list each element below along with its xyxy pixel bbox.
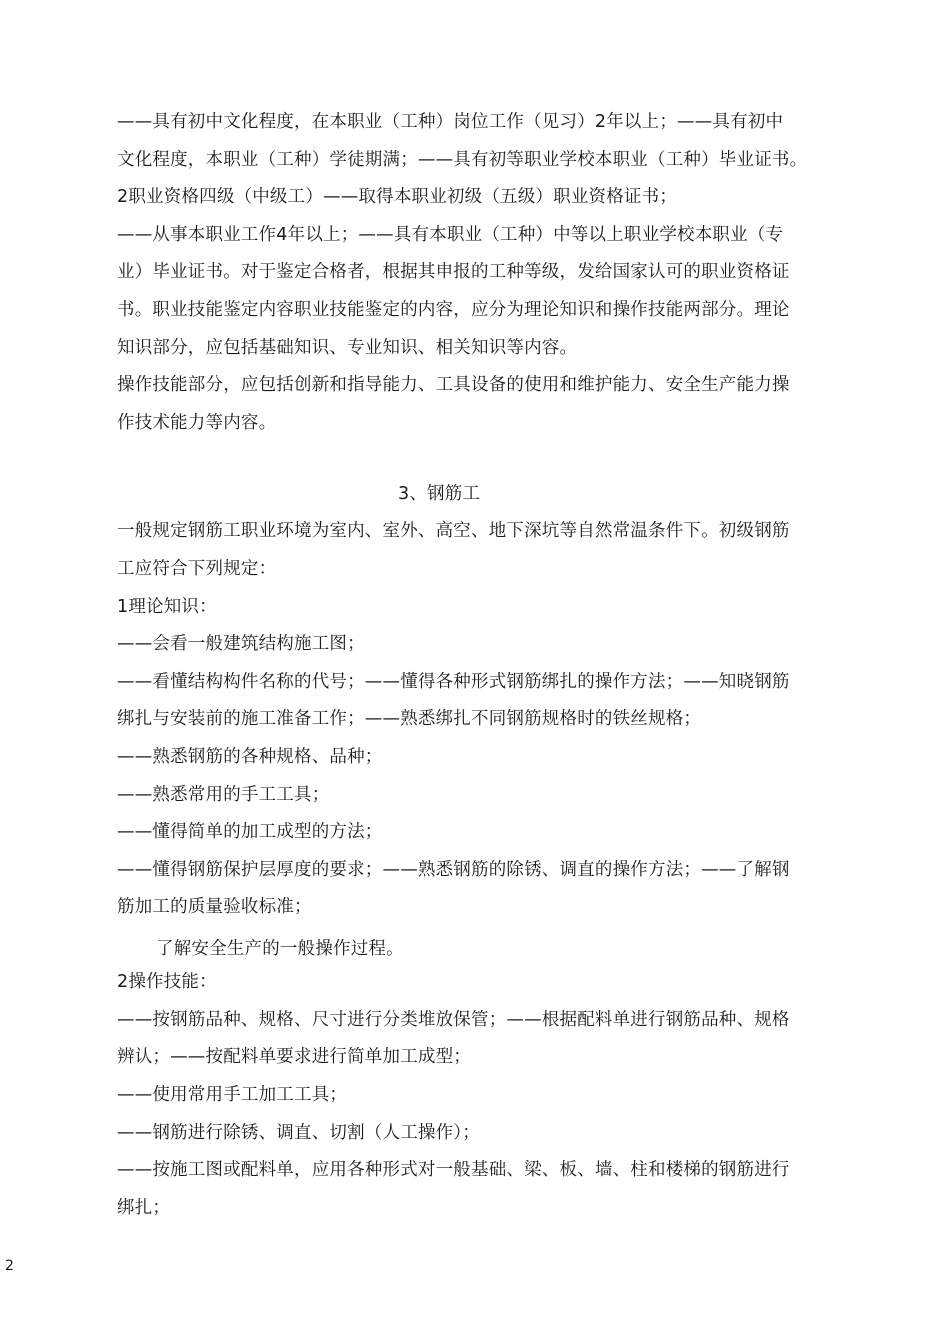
list-item: ——按施工图或配料单，应用各种形式对一般基础、梁、板、墙、柱和楼梯的钢筋进行 xyxy=(117,1160,790,1180)
list-item: 筋加工的质量验收标准； xyxy=(117,897,312,917)
text-line: 作技术能力等内容。 xyxy=(117,413,277,433)
text-line: 知识部分，应包括基础知识、专业知识、相关知识等内容。 xyxy=(117,338,578,358)
text-line: 工应符合下列规定： xyxy=(117,559,277,579)
text-line: 文化程度，本职业（工种）学徒期满；——具有初等职业学校本职业（工种）毕业证书。 xyxy=(117,150,808,170)
list-item: 辨认；——按配料单要求进行简单加工成型； xyxy=(117,1047,471,1067)
text-line: 2职业资格四级（中级工）——取得本职业初级（五级）职业资格证书； xyxy=(117,187,678,207)
text-line: 书。职业技能鉴定内容职业技能鉴定的内容，应分为理论知识和操作技能两部分。理论 xyxy=(117,300,790,320)
text-line: 一般规定钢筋工职业环境为室内、室外、高空、地下深坑等自然常温条件下。初级钢筋 xyxy=(117,521,790,541)
list-item: ——按钢筋品种、规格、尺寸进行分类堆放保管；——根据配料单进行钢筋品种、规格 xyxy=(117,1010,790,1030)
text-line: 操作技能部分，应包括创新和指导能力、工具设备的使用和维护能力、安全生产能力操 xyxy=(117,375,790,395)
subheading: 2操作技能： xyxy=(117,972,217,992)
text-line: 了解安全生产的一般操作过程。 xyxy=(156,939,404,959)
section-heading: 3、钢筋工 xyxy=(398,484,481,504)
list-item: ——懂得钢筋保护层厚度的要求；——熟悉钢筋的除锈、调直的操作方法；——了解钢 xyxy=(117,860,790,880)
list-item: ——熟悉常用的手工工具； xyxy=(117,785,330,805)
list-item: 绑扎； xyxy=(117,1198,171,1218)
list-item: ——熟悉钢筋的各种规格、品种； xyxy=(117,747,383,767)
list-item: 绑扎与安装前的施工准备工作；——熟悉绑扎不同钢筋规格时的铁丝规格； xyxy=(117,709,702,729)
text-line: ——具有初中文化程度，在本职业（工种）岗位工作（见习）2年以上；——具有初中 xyxy=(117,112,784,132)
list-item: ——钢筋进行除锈、调直、切割（人工操作）； xyxy=(117,1123,480,1143)
text-line: 业）毕业证书。对于鉴定合格者，根据其申报的工种等级，发给国家认可的职业资格证 xyxy=(117,262,790,282)
text-line: ——从事本职业工作4年以上；——具有本职业（工种）中等以上职业学校本职业（专 xyxy=(117,225,784,245)
list-item: ——懂得简单的加工成型的方法； xyxy=(117,822,383,842)
list-item: ——看懂结构构件名称的代号；——懂得各种形式钢筋绑扎的操作方法；——知晓钢筋 xyxy=(117,672,790,692)
subheading: 1理论知识： xyxy=(117,597,217,617)
list-item: ——会看一般建筑结构施工图； xyxy=(117,634,365,654)
list-item: ——使用常用手工加工工具； xyxy=(117,1085,348,1105)
page-number: 2 xyxy=(5,1258,14,1274)
